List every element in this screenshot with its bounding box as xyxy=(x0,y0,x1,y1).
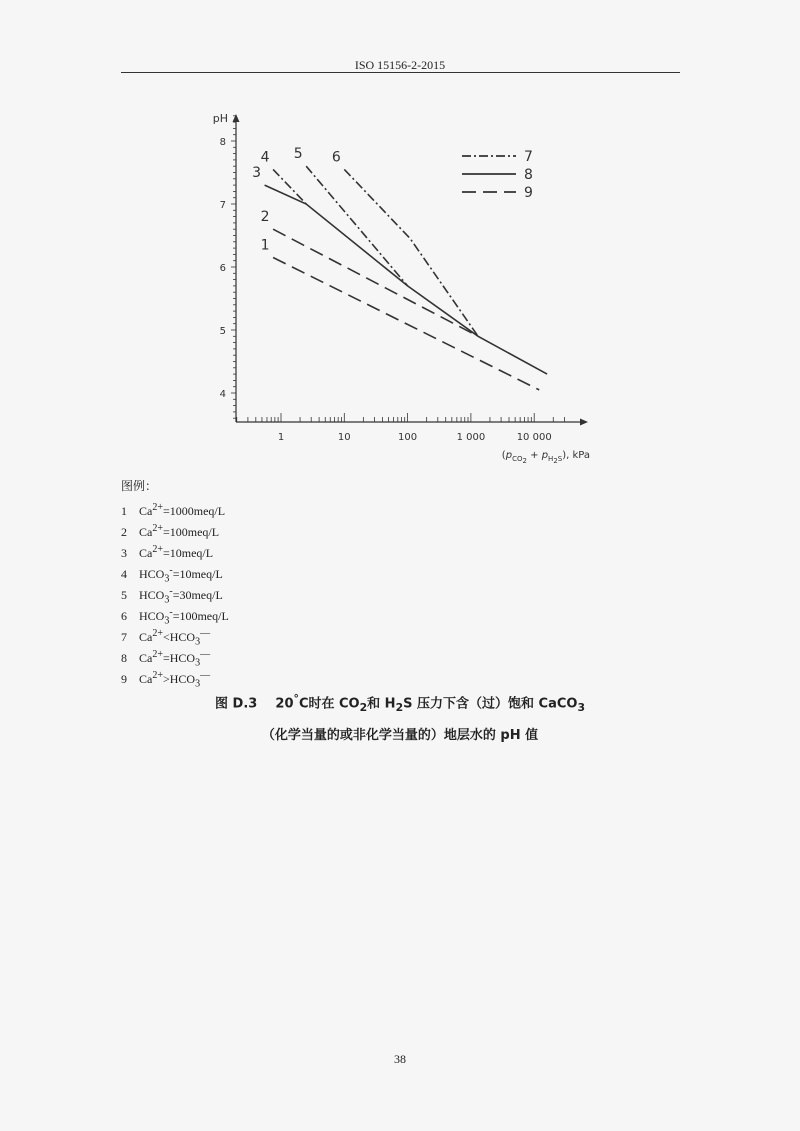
legend-item-number: 7 xyxy=(121,630,127,644)
legend-item xyxy=(121,583,229,604)
caption-sub: 2 xyxy=(359,700,368,714)
series-line-4 xyxy=(273,169,306,204)
x-axis-label: $(p_{CO2} + p_{H2}^S)$, kPa xyxy=(501,450,590,465)
legend-item-text: <HCO xyxy=(162,630,196,644)
legend-item-text: Ca xyxy=(139,504,153,518)
legend-item-text: =10meq/L xyxy=(172,567,223,581)
legend-item-sub: 3 xyxy=(164,573,170,585)
legend-item-sub: 3 xyxy=(195,636,201,648)
legend-item-text: HCO xyxy=(139,567,165,581)
legend-list xyxy=(121,499,229,688)
figure-caption xyxy=(0,692,800,714)
legend-item-number: 3 xyxy=(121,546,127,560)
legend-item-sup: 2+ xyxy=(152,649,163,660)
y-tick-label: 4 xyxy=(219,389,226,400)
y-tick-label: 6 xyxy=(219,263,226,274)
legend-item xyxy=(121,646,229,667)
series-label-3: 3 xyxy=(252,165,262,182)
series-line-2 xyxy=(273,229,478,336)
series-label-6: 6 xyxy=(331,149,341,166)
caption-sub: 2 xyxy=(395,700,404,714)
legend-item-sup: - xyxy=(169,565,173,576)
legend-item-text: =HCO xyxy=(162,651,196,665)
legend-item-sup: — xyxy=(200,628,211,639)
legend-item-text: Ca xyxy=(139,651,153,665)
legend-label-9: 9 xyxy=(524,185,533,201)
legend-item-number: 1 xyxy=(121,504,127,518)
y-tick-label: 5 xyxy=(219,326,226,337)
legend-item-text: Ca xyxy=(139,672,153,686)
series-line-5 xyxy=(306,166,407,286)
series-label-2: 2 xyxy=(260,209,270,226)
document-header: ISO 15156-2-2015 xyxy=(354,58,446,72)
y-axis-label: pH xyxy=(212,112,228,125)
y-axis-arrow xyxy=(233,114,240,122)
legend-item-text: =100meq/L xyxy=(172,609,229,623)
legend-label-8: 8 xyxy=(524,167,533,183)
series-label-5: 5 xyxy=(293,146,303,163)
legend-item-sub: 3 xyxy=(195,678,201,690)
caption-figure-number: 图 D.3 xyxy=(215,696,258,712)
legend-item-sup: — xyxy=(200,670,211,681)
legend-item xyxy=(121,562,229,583)
legend-item-sub: 3 xyxy=(164,615,170,627)
caption-text: 20 xyxy=(275,696,294,712)
legend-item-text: HCO xyxy=(139,609,165,623)
x-axis-arrow xyxy=(580,419,588,426)
y-tick-label: 8 xyxy=(219,137,226,148)
legend-item-sup: — xyxy=(200,649,211,660)
x-tick-label: 1 000 xyxy=(456,432,486,443)
series-label-4: 4 xyxy=(260,149,270,166)
x-tick-label: 1 xyxy=(277,432,285,443)
caption-sup: ° xyxy=(293,692,299,705)
x-tick-label: 10 000 xyxy=(516,432,552,443)
legend-item-sup: 2+ xyxy=(152,523,163,534)
legend-item xyxy=(121,604,229,625)
x-tick-label: 100 xyxy=(398,432,418,443)
caption-sub: 3 xyxy=(577,700,585,714)
legend-item xyxy=(121,520,229,541)
legend-item-number: 5 xyxy=(121,588,127,602)
legend-item-sub: 3 xyxy=(195,657,201,669)
legend-item-number: 8 xyxy=(121,651,127,665)
legend-item xyxy=(121,667,229,688)
ph-chart xyxy=(200,100,600,470)
legend-item-sup: 2+ xyxy=(152,628,163,639)
series-line-1 xyxy=(273,258,539,390)
legend-item-sup: 2+ xyxy=(152,502,163,513)
legend-item-text: >HCO xyxy=(162,672,196,686)
header-rule xyxy=(121,72,680,73)
caption-text: 和 H xyxy=(367,696,396,712)
legend-item-number: 6 xyxy=(121,609,127,623)
legend-item xyxy=(121,541,229,562)
legend-item-number: 2 xyxy=(121,525,127,539)
figure-caption-line2: （化学当量的或非化学当量的）地层水的 pH 值 xyxy=(261,728,539,743)
caption-text: C时在 CO xyxy=(298,696,360,712)
legend-item-text: Ca xyxy=(139,525,153,539)
x-tick-label: 10 xyxy=(337,432,351,443)
series-line-3 xyxy=(265,185,547,374)
legend-item-text: =100meq/L xyxy=(162,525,220,539)
legend-item-text: Ca xyxy=(139,630,153,644)
caption-text: S 压力下含（过）饱和 CaCO xyxy=(403,696,578,712)
legend-item-text: Ca xyxy=(139,546,153,560)
legend-item-number: 4 xyxy=(121,567,127,581)
legend-item-sup: - xyxy=(169,586,173,597)
legend-item-text: =1000meq/L xyxy=(162,504,226,518)
legend-item-sup: 2+ xyxy=(152,544,163,555)
series-line-6 xyxy=(344,169,478,336)
legend-item-sup: 2+ xyxy=(152,670,163,681)
page-number: 38 xyxy=(394,1052,406,1066)
legend-item xyxy=(121,499,229,520)
y-tick-label: 7 xyxy=(219,200,226,211)
legend-item xyxy=(121,625,229,646)
legend-item-number: 9 xyxy=(121,672,127,686)
legend-label-7: 7 xyxy=(524,149,533,165)
legend-item-sub: 3 xyxy=(164,594,170,606)
series-label-1: 1 xyxy=(260,237,270,254)
legend-item-text: =30meq/L xyxy=(172,588,223,602)
legend-item-text: HCO xyxy=(139,588,165,602)
legend-title: 图例： xyxy=(121,479,158,493)
legend-item-text: =10meq/L xyxy=(162,546,214,560)
legend-item-sup: - xyxy=(169,607,173,618)
